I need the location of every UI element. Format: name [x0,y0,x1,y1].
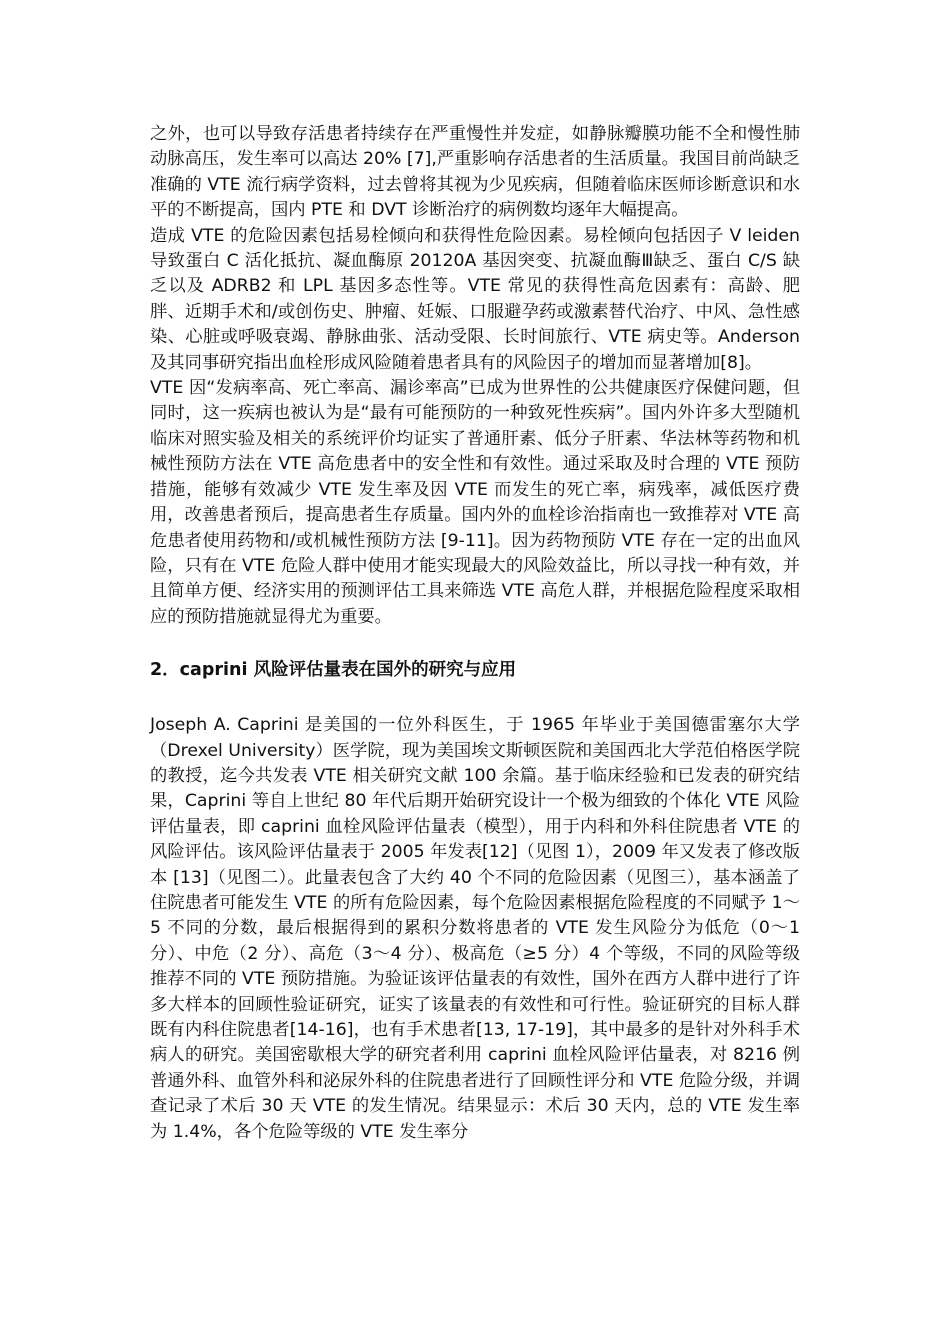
paragraph-caprini: Joseph A. Caprini 是美国的一位外科医生，于 1965 年毕业于美国德雷塞尔大学（Drexel University）医学院，现为美国埃文斯顿医院和美国西北大学范伯格医学院的教授，迄今共发表 VTE 相关研究文献 100 余篇。基于临床经验和已发表的研究结果，Caprini 等自上世纪 80 年代后期开始研究设计一个极为细致的个体化 VTE 风险评估量表，即 caprini 血栓风险评估量表（模型），用于内科和外科住院患者 VTE 的风险评估。该风险评估量表于 2005 年发表[12]（见图 1），2009 年又发表了修改版本 [13]（见图二）。此量表包含了大约 40 个不同的危险因素（见图三），基本涵盖了住院患者可能发生 VTE 的所有危险因素，每个危险因素根据危险程度的不同赋予 1～5 不同的分数，最后根据得到的累积分数将患者的 VTE 发生风险分为低危（0～1 分）、中危（2 分）、高危（3～4 分）、极高危（≥5 分）4 个等级，不同的风险等级推荐不同的 VTE 预防措施。为验证该评估量表的有效性，国外在西方人群中进行了许多大样本的回顾性验证研究，证实了该量表的有效性和可行性。验证研究的目标人群既有内科住院患者[14-16]，也有手术患者[13, 17-19]，其中最多的是针对外科手术病人的研究。美国密歇根大学的研究者利用 caprini 血栓风险评估量表，对 8216 例普通外科、血管外科和泌尿外科的住院患者进行了回顾性评分和 VTE 危险分级，并调查记录了术后 30 天 VTE 的发生情况。结果显示：术后 30 天内，总的 VTE 发生率为 1.4%，各个危险等级的 VTE 发生率分 [150,715,800,1142]
paragraph-risk-factors: 造成 VTE 的危险因素包括易栓倾向和获得性危险因素。易栓倾向包括因子 V leiden 导致蛋白 C 活化抵抗、凝血酶原 20120A 基因突变、抗凝血酶Ⅲ缺乏、蛋白 C/S 缺乏以及 ADRB2 和 LPL 基因多态性等。VTE 常见的获得性高危因素有：高龄、肥胖、近期手术和/或创伤史、肿瘤、妊娠、口服避孕药或激素替代治疗、中风、急性感染、心脏或呼吸衰竭、静脉曲张、活动受限、长时间旅行、VTE 病史等。Anderson 及其同事研究指出血栓形成风险随着患者具有的风险因子的增加而显著增加[8]。 [150,225,800,373]
paragraph-prevention: VTE 因“发病率高、死亡率高、漏诊率高”已成为世界性的公共健康医疗保健问题，但同时，这一疾病也被认为是“最有可能预防的一种致死性疾病”。国内外许多大型随机临床对照实验及相关的系统评价均证实了普通肝素、低分子肝素、华法林等药物和机械性预防方法在 VTE 高危患者中的安全性和有效性。通过采取及时合理的 VTE 预防措施，能够有效减少 VTE 发生率及因 VTE 而发生的死亡率，病残率，减低医疗费用，改善患者预后，提高患者生存质量。国内外的血栓诊治指南也一致推荐对 VTE 高危患者使用药物和/或机械性预防方法 [9-11]。因为药物预防 VTE 存在一定的出血风险，只有在 VTE 危险人群中使用才能实现最大的风险效益比，所以寻找一种有效，并且简单方便、经济实用的预测评估工具来筛选 VTE 高危人群，并根据危险程度采取相应的预防措施就显得尤为重要。 [150,378,800,627]
document-body [150,122,800,1145]
section-heading: 2．caprini 风险评估量表在国外的研究与应用 [150,660,517,681]
paragraph-complications: 之外，也可以导致存活患者持续存在严重慢性并发症，如静脉瓣膜功能不全和慢性肺动脉高压，发生率可以高达 20% [7],严重影响存活患者的生活质量。我国目前尚缺乏准确的 VTE 流行病学资料，过去曾将其视为少见疾病，但随着临床医师诊断意识和水平的不断提高，国内 PTE 和 DVT 诊断治疗的病例数均逐年大幅提高。 [150,124,800,221]
